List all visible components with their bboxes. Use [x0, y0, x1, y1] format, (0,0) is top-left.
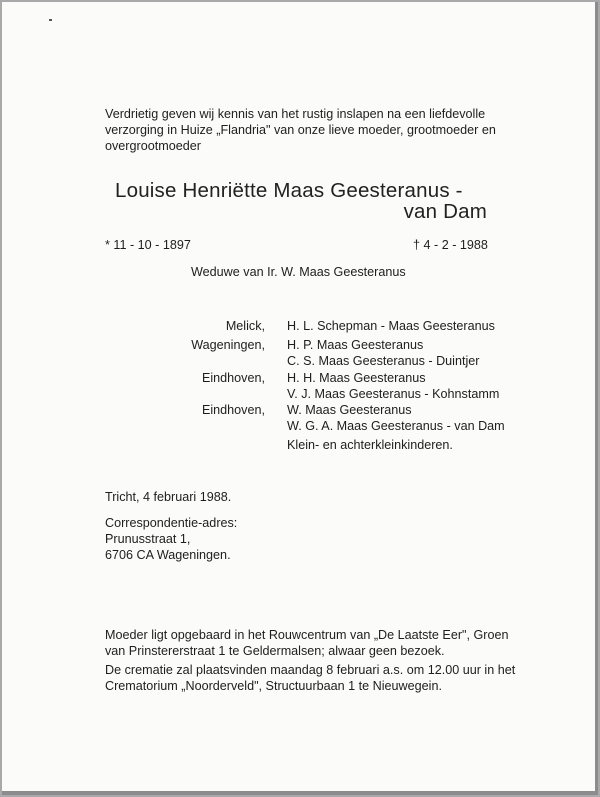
- death-date: † 4 - 2 - 1988: [413, 238, 488, 252]
- family-names: [287, 402, 505, 434]
- deceased-name-line2: van Dam: [403, 200, 487, 223]
- viewing-line: van Prinstererstraat 1 te Geldermalsen; alwaar geen bezoek.: [105, 644, 445, 658]
- correspondence-block: [105, 515, 237, 563]
- family-name: C. S. Maas Geesteranus - Duintjer: [287, 354, 480, 368]
- family-name: H. L. Schepman - Maas Geesteranus: [287, 319, 495, 333]
- intro-line: Verdrietig geven wij kennis van het rustig inslapen na een liefdevolle: [105, 107, 486, 121]
- family-name: V. J. Maas Geesteranus - Kohnstamm: [287, 387, 500, 401]
- family-name: H. H. Maas Geesteranus: [287, 371, 426, 385]
- print-speck: [49, 19, 52, 21]
- family-name: W. Maas Geesteranus: [287, 403, 412, 417]
- viewing-paragraph: [105, 627, 509, 659]
- cremation-line: De crematie zal plaatsvinden maandag 8 februari a.s. om 12.00 uur in het: [105, 663, 516, 677]
- intro-paragraph: [105, 106, 505, 154]
- cremation-line: Crematorium „Noorderveld", Structuurbaan 1 te Nieuwegein.: [105, 679, 442, 693]
- family-name: W. G. A. Maas Geesteranus - van Dam: [287, 419, 505, 433]
- family-place: Eindhoven,: [201, 371, 265, 385]
- place-date: Tricht, 4 februari 1988.: [105, 490, 232, 504]
- viewing-line: Moeder ligt opgebaard in het Rouwcentrum van „De Laatste Eer", Groen: [105, 628, 509, 642]
- family-place: Melick,: [225, 319, 265, 333]
- family-names: [287, 337, 479, 369]
- family-names: [287, 370, 499, 402]
- family-names: [287, 318, 495, 334]
- family-name: H. P. Maas Geesteranus: [287, 338, 424, 352]
- correspondence-city: 6706 CA Wageningen.: [105, 548, 231, 562]
- intro-line: overgrootmoeder: [105, 139, 201, 153]
- widow-line: Weduwe van Ir. W. Maas Geesteranus: [191, 265, 406, 279]
- grandchildren-line: Klein- en achterkleinkinderen.: [287, 438, 453, 452]
- intro-line: verzorging in Huize „Flandria" van onze lieve moeder, grootmoeder en: [105, 123, 496, 137]
- family-place: Wageningen,: [191, 338, 265, 352]
- deceased-name-line1: Louise Henriëtte Maas Geesteranus -: [115, 179, 463, 202]
- correspondence-street: Prunusstraat 1,: [105, 532, 191, 546]
- mourning-card: [2, 2, 598, 795]
- birth-date: * 11 - 10 - 1897: [105, 238, 191, 252]
- family-place: Eindhoven,: [201, 403, 265, 417]
- cremation-paragraph: [105, 662, 515, 694]
- correspondence-label: Correspondentie-adres:: [105, 516, 238, 530]
